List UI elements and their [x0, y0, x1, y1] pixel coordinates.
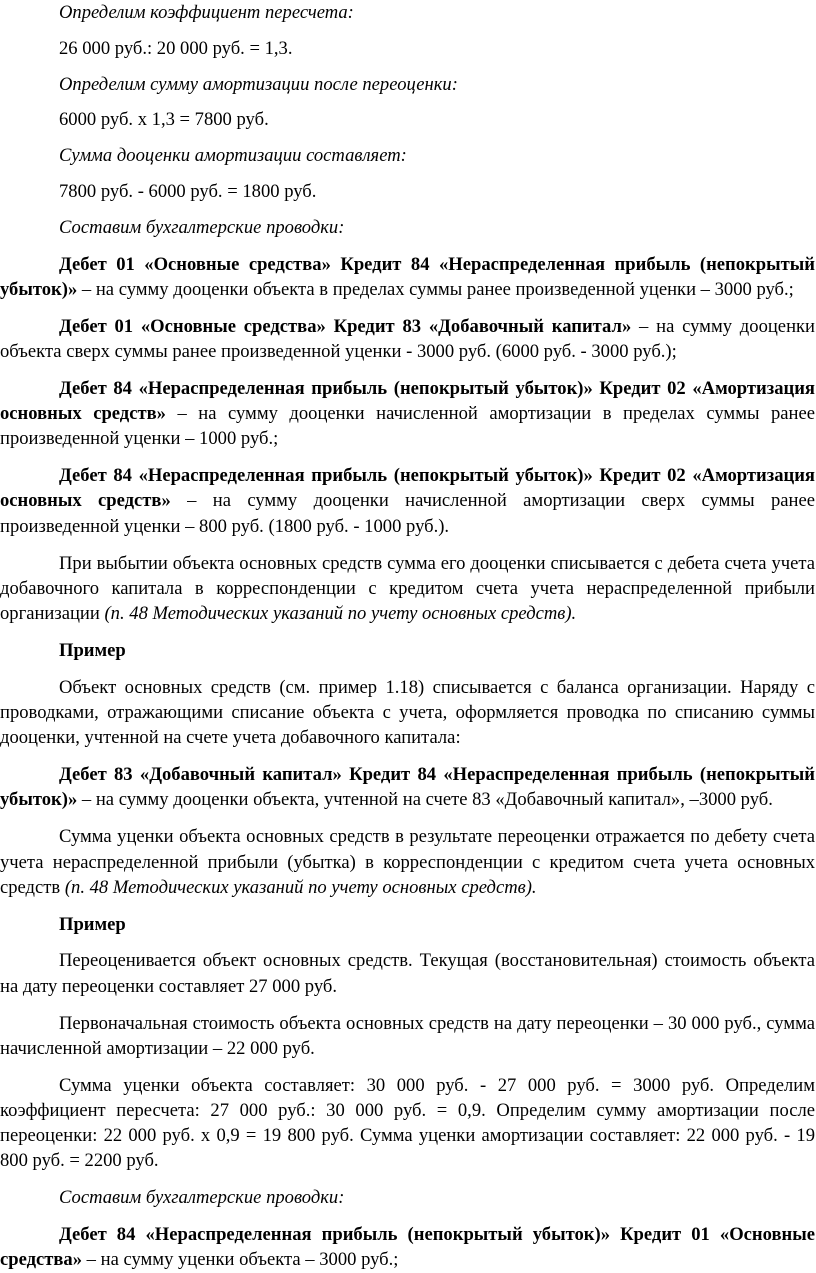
entry-paragraph [0, 252, 815, 303]
entry-accounts: Дебет 84 «Нераспределенная прибыль (непокрытый убыток)» Кредит 02 «Амортизация основных средств» [0, 377, 815, 425]
example-heading: Пример [59, 639, 126, 661]
para-amort-calc: 6000 руб. х 1,3 = 7800 руб. [59, 109, 269, 131]
example-heading: Пример [59, 913, 126, 935]
para-recalc-coef-calc: 26 000 руб.: 20 000 руб. = 1,3. [59, 37, 293, 59]
entry-accounts: Дебет 83 «Добавочный капитал» Кредит 84 «Нераспределенная прибыль (непокрытый убыток)» [0, 764, 815, 811]
body-paragraph [0, 824, 815, 900]
para-revaluation-heading: Сумма дооценки амортизации составляет: [59, 145, 407, 167]
para-entries-heading: Составим бухгалтерские проводки: [59, 1187, 345, 1209]
body-text: Сумма уценки объекта основных средств в результате переоценки отражается по дебету счета учета нераспределенной прибыли (убытка) в корреспонденции с кредитом счета учета основных средств [0, 826, 815, 898]
para-amort-heading: Определим сумму амортизации после переоценки: [59, 73, 458, 95]
entry-description: – на сумму дооценки объекта в пределах суммы ранее произведенной уценки – 3000 руб.; [77, 278, 794, 300]
entry-accounts: Дебет 84 «Нераспределенная прибыль (непокрытый убыток)» Кредит 01 «Основные средства» [0, 1224, 815, 1271]
body-paragraph: Переоценивается объект основных средств. Текущая (восстановительная) стоимость объекта на дату переоценки составляет 27 000 руб. [0, 950, 815, 997]
entry-accounts: Дебет 01 «Основные средства» Кредит 83 «Добавочный капитал» [59, 315, 632, 337]
body-paragraph: Объект основных средств (см. пример 1.18) списывается с баланса организации. Наряду с проводками, отражающими списание объекта с учета, оформляется проводка по списанию суммы дооценки, учтенной на счете учета добавочного капитала: [0, 676, 815, 749]
reference-citation: (п. 48 Методических указаний по учету основных средств). [104, 603, 577, 625]
para-revaluation-calc: 7800 руб. - 6000 руб. = 1800 руб. [59, 180, 317, 202]
entry-paragraph [0, 376, 815, 452]
entry-description: – на сумму дооценки начисленной амортизации сверх суммы ранее произведенной уценки – 800 руб. (1800 руб. - 1000 руб.). [0, 490, 815, 537]
entry-accounts: Дебет 01 «Основные средства» Кредит 84 «Нераспределенная прибыль (непокрытый убыток)» [0, 253, 815, 300]
entry-paragraph [0, 1222, 815, 1273]
entry-accounts: Дебет 84 «Нераспределенная прибыль (непокрытый убыток)» Кредит 02 «Амортизация основных средств» [0, 465, 815, 512]
entry-paragraph [0, 463, 815, 539]
entry-description: – на сумму дооценки объекта, учтенной на счете 83 «Добавочный капитал», –3000 руб. [77, 789, 773, 811]
body-paragraph [0, 551, 815, 627]
entry-paragraph [0, 314, 815, 365]
entry-paragraph [0, 762, 815, 813]
body-text: При выбытии объекта основных средств сумма его дооценки списывается с дебета счета учета добавочного капитала в корреспонденции с кредитом счета учета нераспределенной прибыли организации [0, 552, 815, 625]
para-recalc-coef-heading: Определим коэффициент пересчета: [59, 2, 354, 23]
body-paragraph: Сумма уценки объекта составляет: 30 000 руб. - 27 000 руб. = 3000 руб. Определим коэффициент пересчета: 27 000 руб.: 30 000 руб. = 0,9. Определим сумму амортизации после переоценки: 22 000 руб. х 0,9 = 19 800 руб. Сумма уценки амортизации составляет: 22 000 руб. - 19 800 руб. = 2200 руб. [0, 1074, 815, 1172]
reference-citation: (п. 48 Методических указаний по учету основных средств). [64, 876, 537, 898]
para-entries-heading: Составим бухгалтерские проводки: [59, 216, 345, 238]
entry-description: – на сумму дооценки начисленной амортизации в пределах суммы ранее произведенной уценки – 1000 руб.; [0, 403, 815, 450]
body-paragraph: Первоначальная стоимость объекта основных средств на дату переоценки – 30 000 руб., сумма начисленной амортизации – 22 000 руб. [0, 1012, 815, 1059]
entry-description: – на сумму дооценки объекта сверх суммы ранее произведенной уценки - 3000 руб. (6000 руб. - 3000 руб.); [0, 315, 815, 362]
entry-description: – на сумму уценки объекта – 3000 руб.; [82, 1249, 399, 1271]
